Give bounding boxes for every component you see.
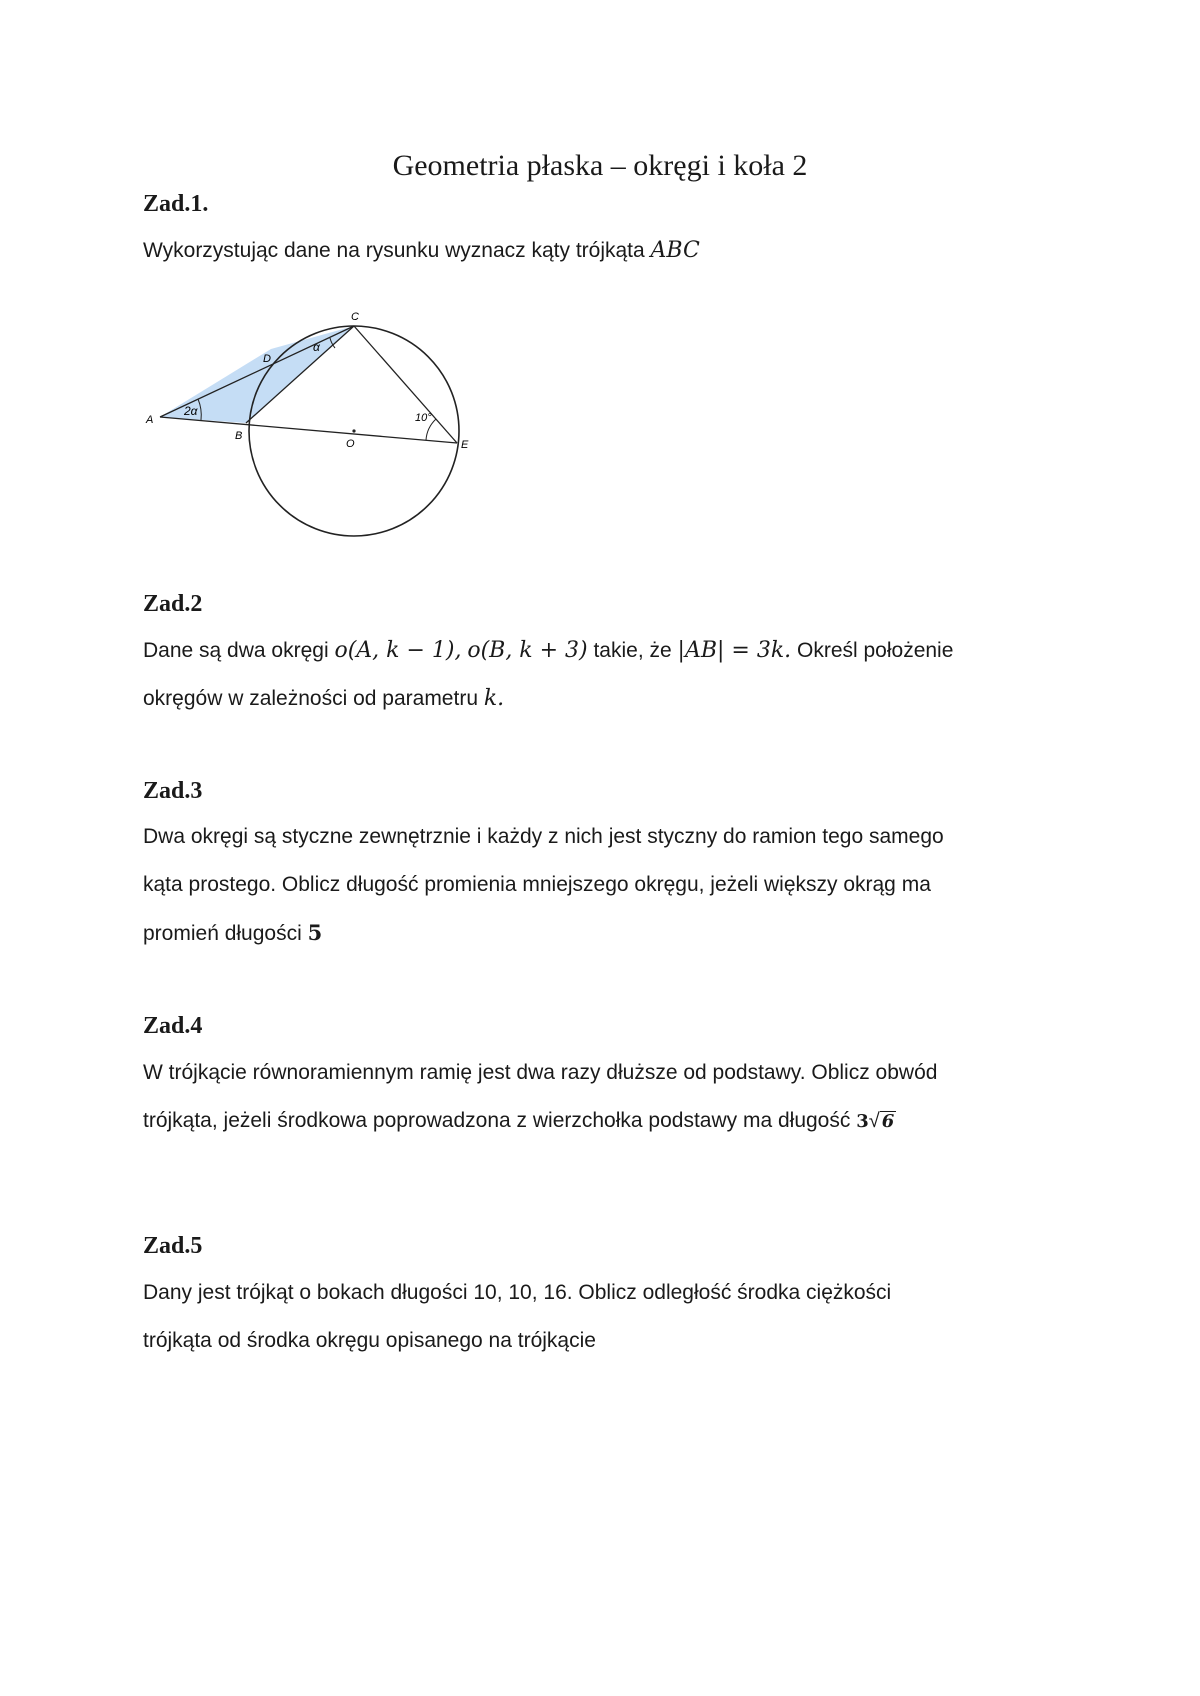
task-3-line-2: kąta prostego. Oblicz długość promienia mniejszego okręgu, jeżeli większy okrąg ma bbox=[143, 873, 931, 896]
task-5-line-1: Dany jest trójkąt o bokach długości 10, 10, 16. Oblicz odległość środka ciężkości bbox=[143, 1281, 892, 1304]
label-E: E bbox=[461, 439, 469, 451]
segment-A-E bbox=[160, 417, 457, 443]
task-4-heading: Zad.4 bbox=[143, 1013, 203, 1039]
task-2-line-2: okręgów w zależności od parametru k. bbox=[143, 686, 505, 711]
task-2-line-1: Dane są dwa okręgi o(A, k − 1), o(B, k + 3) takie, że |AB| = 3k. Określ położenie bbox=[143, 638, 954, 663]
label-D: D bbox=[263, 353, 271, 365]
task-2-heading: Zad.2 bbox=[143, 591, 203, 617]
label-C: C bbox=[351, 311, 359, 323]
angle-label-alpha: α bbox=[313, 340, 320, 354]
task-5-line-2: trójkąta od środka okręgu opisanego na trójkącie bbox=[143, 1329, 596, 1352]
task-1-line-1: Wykorzystując dane na rysunku wyznacz kąty trójkąta ABC bbox=[143, 238, 700, 263]
angle-label-2alpha: 2α bbox=[184, 404, 198, 418]
circle-geometry-figure bbox=[140, 298, 480, 548]
task-1-heading: Zad.1. bbox=[143, 191, 209, 217]
center-point-O bbox=[352, 429, 355, 432]
segment-C-E bbox=[354, 326, 457, 443]
task-3-heading: Zad.3 bbox=[143, 778, 203, 804]
task-4-line-1: W trójkącie równoramiennym ramię jest dwa razy dłuższe od podstawy. Oblicz obwód bbox=[143, 1061, 938, 1084]
page-title: Geometria płaska – okręgi i koła 2 bbox=[392, 149, 808, 182]
angle-label-10deg: 10° bbox=[415, 412, 432, 424]
label-B: B bbox=[235, 430, 243, 442]
task-5-heading: Zad.5 bbox=[143, 1233, 203, 1259]
task-3-line-1: Dwa okręgi są styczne zewnętrznie i każdy z nich jest styczny do ramion tego samego bbox=[143, 825, 944, 848]
task-3-line-3: promień długości 5 bbox=[143, 920, 323, 945]
label-O: O bbox=[346, 438, 355, 450]
task-4-line-2: trójkąta, jeżeli środkowa poprowadzona z wierzchołka podstawy ma długość 3√ 6 bbox=[143, 1109, 895, 1132]
label-A: A bbox=[146, 414, 154, 426]
